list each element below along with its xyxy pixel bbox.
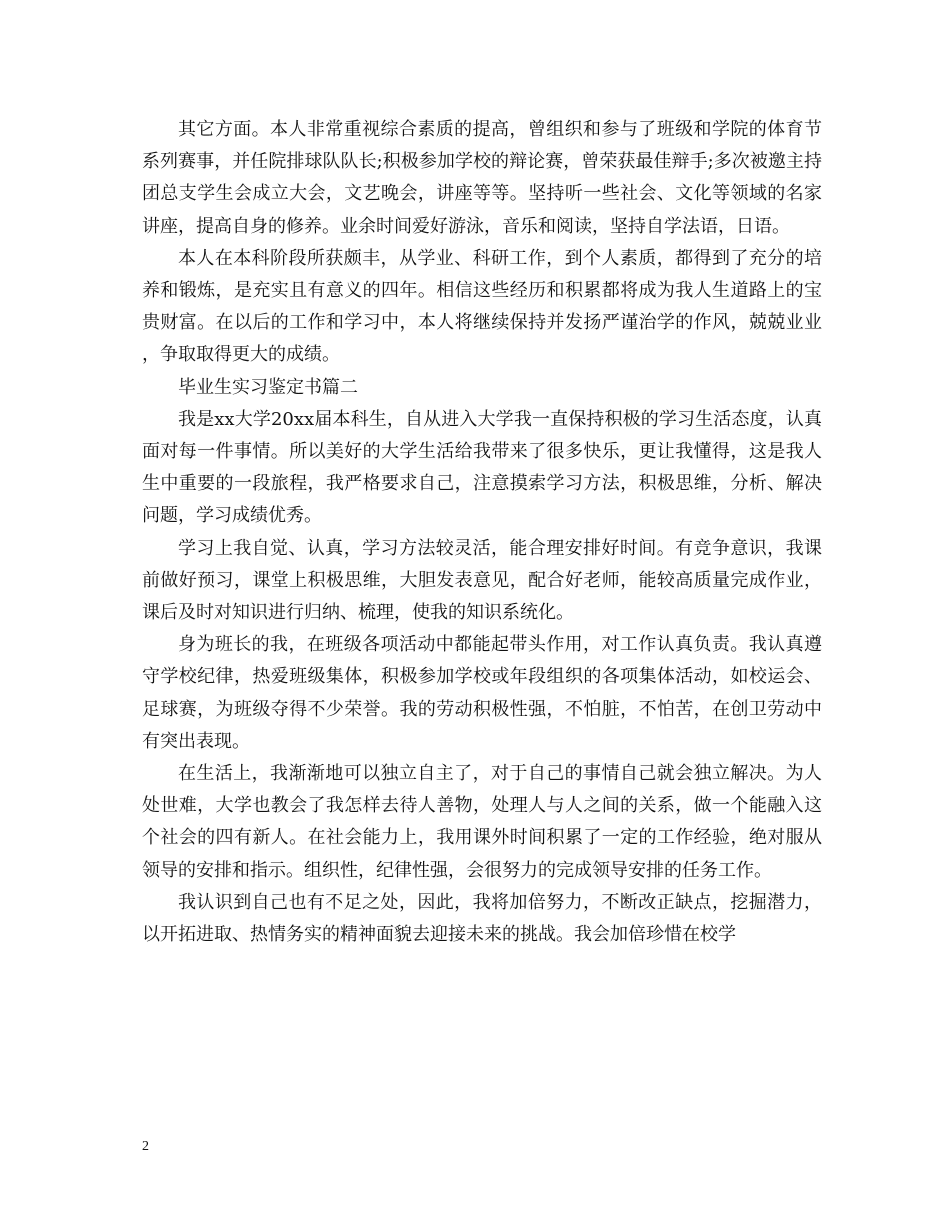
- paragraph-other-aspects: 其它方面。本人非常重视综合素质的提高，曾组织和参与了班级和学院的体育节系列赛事，并任院排球队队长;积极参加学校的辩论赛，曾荣获最佳辩手;多次被邀主持团总支学生会成立大会，文艺晚会，讲座等等。坚持听一些社会、文化等领域的名家讲座，提高自身的修养。业余时间爱好游泳，音乐和阅读，坚持自学法语，日语。: [142, 119, 822, 237]
- section-heading: 毕业生实习鉴定书篇二: [178, 376, 358, 398]
- paragraph-class-monitor: 身为班长的我，在班级各项活动中都能起带头作用，对工作认真负责。我认真遵守学校纪律，热爱班级集体，积极参加学校或年段组织的各项集体活动，如校运会、足球赛，为班级夺得不少荣誉。我的劳动积极性强，不怕脏，不怕苦，在创卫劳动中有突出表现。: [142, 634, 822, 752]
- document-body: [142, 114, 822, 951]
- paragraph-shortcomings: 我认识到自己也有不足之处，因此，我将加倍努力，不断改正缺点，挖掘潜力，以开拓进取、热情务实的精神面貌去迎接未来的挑战。我会加倍珍惜在校学: [142, 891, 822, 946]
- paragraph-introduction: 我是xx大学20xx届本科生，自从进入大学我一直保持积极的学习生活态度，认真面对每一件事情。所以美好的大学生活给我带来了很多快乐，更让我懂得，这是我人生中重要的一段旅程，我严格要求自己，注意摸索学习方法，积极思维，分析、解决问题，学习成绩优秀。: [142, 408, 822, 527]
- paragraph-study: 学习上我自觉、认真，学习方法较灵活，能合理安排好时间。有竞争意识，我课前做好预习，课堂上积极思维，大胆发表意见，配合好老师，能较高质量完成作业，课后及时对知识进行归纳、梳理，使我的知识系统化。: [142, 537, 822, 624]
- page-number: 2: [142, 1139, 149, 1154]
- paragraph-undergraduate-summary: 本人在本科阶段所获颇丰，从学业、科研工作，到个人素质，都得到了充分的培养和锻炼，是充实且有意义的四年。相信这些经历和积累都将成为我人生道路上的宝贵财富。在以后的工作和学习中，本人将继续保持并发扬严谨治学的作风，兢兢业业，争取取得更大的成绩。: [142, 247, 822, 366]
- paragraph-life: 在生活上，我渐渐地可以独立自主了，对于自己的事情自己就会独立解决。为人处世难，大学也教会了我怎样去待人善物，处理人与人之间的关系，做一个能融入这个社会的四有新人。在社会能力上，我用课外时间积累了一定的工作经验，绝对服从领导的安排和指示。组织性，纪律性强，会很努力的完成领导安排的任务工作。: [142, 763, 822, 881]
